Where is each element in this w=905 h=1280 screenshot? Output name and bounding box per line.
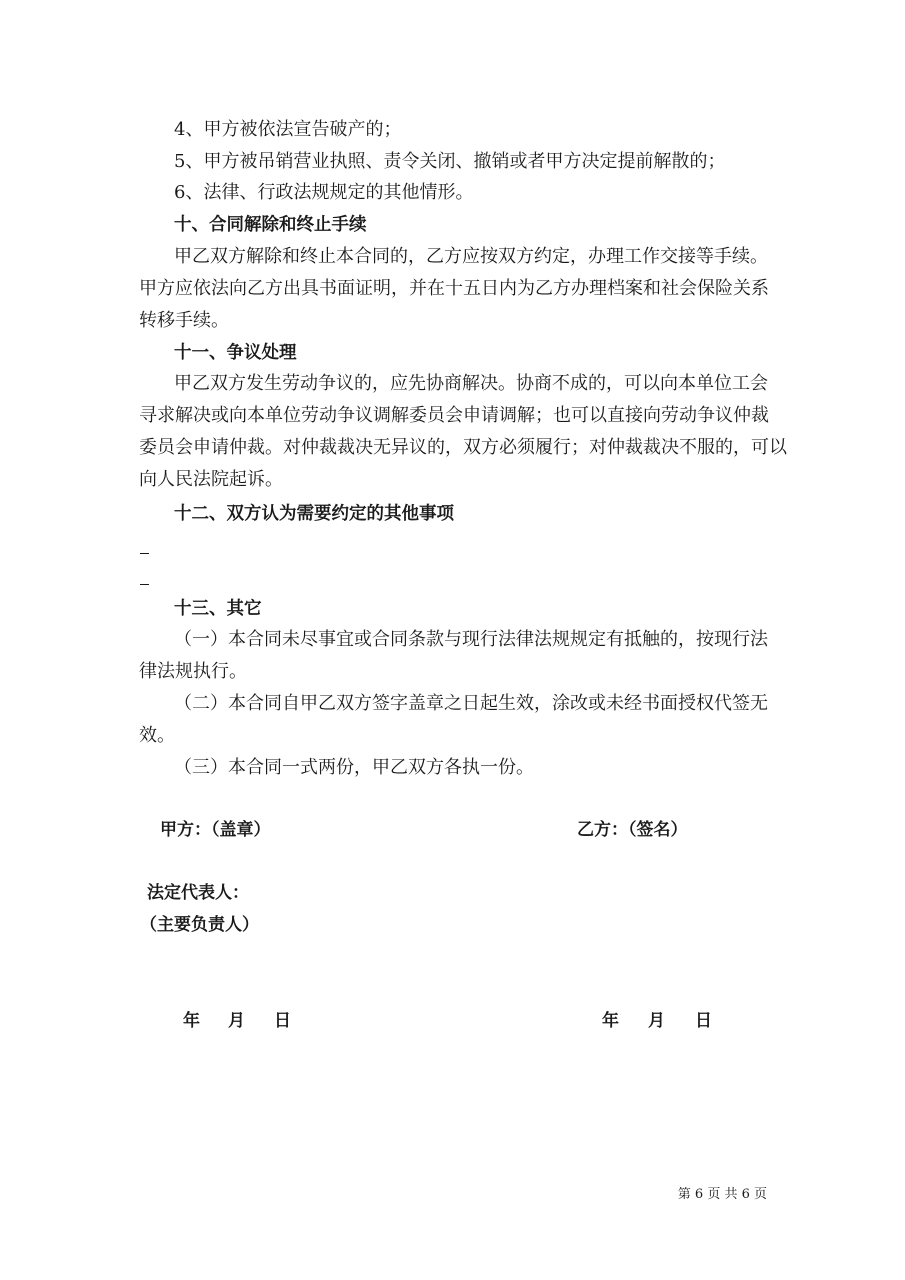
section10-line: 转移手续。 [139,310,229,331]
month-label: 月 [648,1011,665,1031]
section11-line: 寻求解决或向本单位劳动争议调解委员会申请调解；也可以直接向劳动争议仲裁 [139,405,769,426]
section-heading-10: 十、合同解除和终止手续 [174,215,367,235]
year-label: 年 [183,1011,200,1031]
section11-line: 委员会申请仲裁。对仲裁裁决无异议的，双方必须履行；对仲裁裁决不服的，可以 [139,437,787,458]
legal-representative-label: 法定代表人： [147,883,249,903]
section10-line: 甲方应依法向乙方出具书面证明，并在十五日内为乙方办理档案和社会保险关系 [139,278,769,299]
party-a-date [183,1009,291,1033]
section13-line: 律法规执行。 [139,661,247,682]
blank-line [140,553,149,554]
day-label: 日 [695,1011,712,1031]
section11-line: 甲乙双方发生劳动争议的，应先协商解决。协商不成的，可以向本单位工会 [174,373,768,394]
section13-line: 效。 [139,725,175,746]
party-b-signature-label: 乙方：（签名） [577,820,688,840]
section13-line: （二）本合同自甲乙双方签字盖章之日起生效，涂改或未经书面授权代签无 [174,693,768,714]
blank-line [140,584,149,585]
party-b-date [602,1009,712,1033]
section-heading-12: 十二、双方认为需要约定的其他事项 [174,504,454,524]
day-label: 日 [274,1011,291,1031]
month-label: 月 [228,1011,245,1031]
year-label: 年 [602,1011,619,1031]
section13-line: （三）本合同一式两份，甲乙双方各执一份。 [174,757,534,778]
section-heading-13: 十三、其它 [174,599,262,619]
principal-label: （主要负责人） [140,915,259,935]
page-number: 第 6 页 共 6 页 [677,1187,767,1202]
section-heading-11: 十一、争议处理 [174,343,297,363]
section10-line: 甲乙双方解除和终止本合同的，乙方应按双方约定，办理工作交接等手续。 [174,246,768,267]
section11-line: 向人民法院起诉。 [139,469,283,490]
section13-line: （一）本合同未尽事宜或合同条款与现行法律法规规定有抵触的，按现行法 [174,629,768,650]
clause-item-4: 4、甲方被依法宣告破产的； [174,119,402,140]
party-a-seal-label: 甲方：（盖章） [160,820,271,840]
clause-item-5: 5、甲方被吊销营业执照、责令关闭、撤销或者甲方决定提前解散的； [174,151,726,172]
clause-item-6: 6、法律、行政法规规定的其他情形。 [174,182,474,203]
